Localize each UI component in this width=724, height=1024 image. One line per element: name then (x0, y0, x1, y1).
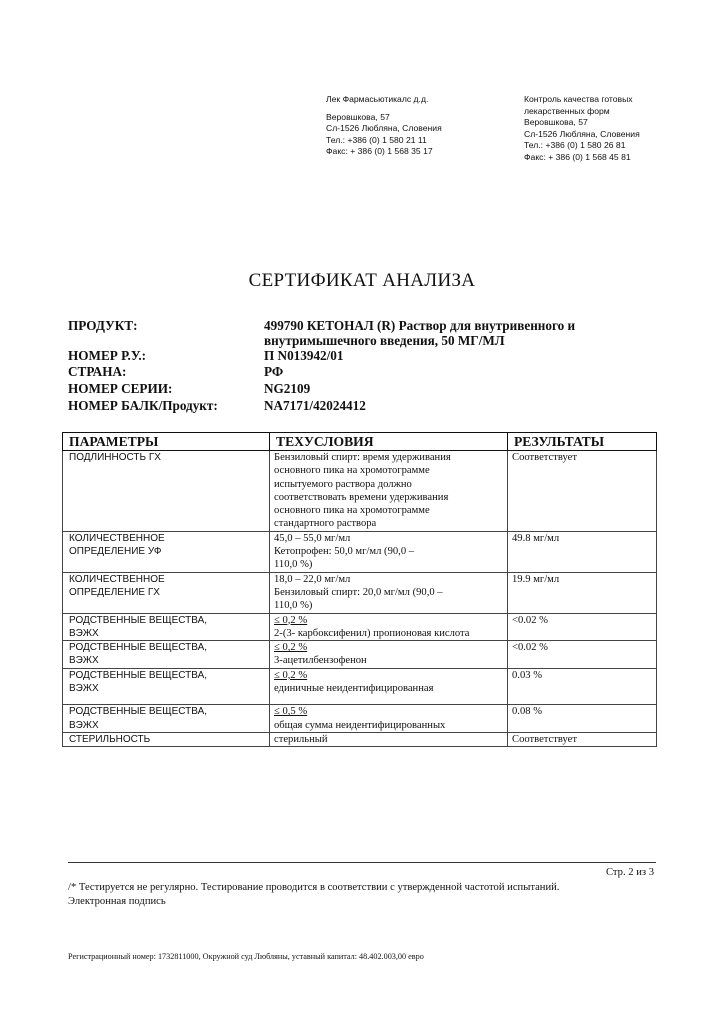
batch-value: NG2109 (264, 381, 311, 396)
specification-line: единичные неидентифицированная (274, 683, 434, 695)
parameter-text: ВЭЖХ (69, 719, 99, 731)
specification-limit: ≤ 0,2 % (274, 614, 308, 626)
specification-line: основного пика на хромотограмме (274, 465, 430, 477)
parameter-text: РОДСТВЕННЫЕ ВЕЩЕСТВА, (69, 614, 208, 626)
electronic-signature-note: Электронная подпись (68, 896, 166, 907)
registration-info: Регистрационный номер: 1732811000, Окружной суд Любляны, уставный капитал: 48.402.003,00 евро (68, 952, 424, 961)
parameter-text: ВЭЖХ (69, 683, 99, 695)
result-value: <0.02 % (512, 642, 548, 654)
address-line: Веровшкова, 57 (524, 117, 588, 128)
parameter-cell (63, 451, 270, 532)
specification-line: Кетопрофен: 50,0 мг/мл (90,0 – (274, 546, 415, 558)
address-line: Тел.: +386 (0) 1 580 26 81 (524, 140, 626, 151)
parameter-text: КОЛИЧЕСТВЕННОЕ (69, 573, 165, 585)
parameter-cell (63, 531, 270, 572)
specification-limit: ≤ 0,5 % (274, 706, 308, 718)
column-header-parameters: ПАРАМЕТРЫ (63, 433, 270, 451)
address-line: Сл-1526 Любляна, Словения (326, 123, 442, 134)
parameter-text: РОДСТВЕННЫЕ ВЕЩЕСТВА, (69, 642, 208, 654)
specification-cell (270, 451, 508, 532)
parameter-text: СТЕРИЛЬНОСТЬ (69, 733, 151, 745)
address-line: лекарственных форм (524, 105, 610, 116)
parameter-text: ВЭЖХ (69, 627, 99, 639)
specification-line: общая сумма неидентифицированных (274, 719, 446, 731)
table-row (63, 732, 657, 746)
table-row (63, 641, 657, 669)
result-cell (508, 641, 657, 669)
bulk-label: НОМЕР БАЛК/Продукт: (68, 398, 218, 413)
address-line: Факс: + 386 (0) 1 568 45 81 (524, 151, 631, 162)
qc-address (524, 94, 640, 164)
country-value: РФ (264, 364, 284, 379)
address-line: Веровшкова, 57 (326, 111, 390, 122)
address-line: Контроль качества готовых (524, 94, 633, 104)
registration-value: П N013942/01 (264, 348, 344, 363)
parameter-cell (63, 705, 270, 733)
parameter-text: ОПРЕДЕЛЕНИЕ ГХ (69, 586, 160, 598)
specification-line: 3-ацетилбензофенон (274, 655, 367, 667)
specification-cell (270, 531, 508, 572)
specification-limit: ≤ 0,2 % (274, 669, 308, 681)
parameter-text: ОПРЕДЕЛЕНИЕ УФ (69, 546, 162, 558)
specification-cell (270, 641, 508, 669)
specification-limit: ≤ 0,2 % (274, 642, 308, 654)
specification-line: 45,0 – 55,0 мг/мл (274, 532, 351, 544)
specification-line: 110,0 %) (274, 600, 313, 612)
parameter-cell (63, 641, 270, 669)
footnote: /* Тестируется не регулярно. Тестирование проводится в соответствии с утвержденной частотой испытаний. (68, 882, 560, 893)
specification-cell (270, 572, 508, 613)
registration-label: НОМЕР Р.У.: (68, 348, 147, 363)
column-header-specifications: ТЕХУСЛОВИЯ (270, 433, 508, 451)
parameter-cell (63, 668, 270, 705)
specification-line: основного пика на хромотограмме (274, 505, 430, 517)
parameter-text: КОЛИЧЕСТВЕННОЕ (69, 532, 165, 544)
parameter-cell (63, 613, 270, 641)
country-label: СТРАНА: (68, 364, 127, 379)
specification-cell (270, 613, 508, 641)
footer-divider (68, 862, 656, 863)
specification-line: стандартного раствора (274, 518, 377, 530)
parameter-text: РОДСТВЕННЫЕ ВЕЩЕСТВА, (69, 706, 208, 718)
result-value: Соответствует (512, 452, 578, 463)
result-cell (508, 668, 657, 705)
result-cell (508, 613, 657, 641)
specification-cell (270, 705, 508, 733)
product-value-line: внутримышечного введения, 50 МГ/МЛ (264, 333, 505, 348)
result-value: 19.9 мг/мл (512, 573, 560, 585)
table-header-row (63, 433, 657, 451)
parameter-text: РОДСТВЕННЫЕ ВЕЩЕСТВА, (69, 669, 208, 681)
specification-line: Бензиловый спирт: время удерживания (274, 452, 451, 463)
address-line: Факс: + 386 (0) 1 568 35 17 (326, 146, 433, 157)
sender-address (326, 94, 442, 158)
address-line: Лек Фармасьютикалс д.д. (326, 94, 429, 104)
product-value-line: 499790 КЕТОНАЛ (R) Раствор для внутривенного и (264, 318, 576, 333)
result-cell (508, 531, 657, 572)
specification-line: соответствовать времени удерживания (274, 491, 449, 503)
specification-line: стерильный (274, 733, 328, 745)
result-value: 0.03 % (512, 669, 543, 681)
result-cell (508, 705, 657, 733)
specification-line: 18,0 – 22,0 мг/мл (274, 573, 351, 585)
batch-label: НОМЕР СЕРИИ: (68, 381, 173, 396)
result-value: Соответствует (512, 733, 578, 745)
address-line: Сл-1526 Любляна, Словения (524, 128, 640, 139)
table-row (63, 451, 657, 532)
specification-line: 2-(3- карбоксифенил) пропионовая кислота (274, 627, 470, 639)
parameter-text: ПОДЛИННОСТЬ ГХ (69, 452, 161, 463)
bulk-value: NA7171/42024412 (264, 398, 366, 413)
result-value: 49.8 мг/мл (512, 532, 560, 544)
table-row (63, 613, 657, 641)
table-row (63, 572, 657, 613)
specification-line: Бензиловый спирт: 20,0 мг/мл (90,0 – (274, 586, 443, 598)
parameter-cell (63, 732, 270, 746)
table-row (63, 668, 657, 705)
specification-line: 110,0 %) (274, 559, 313, 571)
result-value: 0.08 % (512, 706, 543, 718)
parameter-text: ВЭЖХ (69, 655, 99, 667)
specification-cell (270, 732, 508, 746)
result-cell (508, 732, 657, 746)
address-line: Тел.: +386 (0) 1 580 21 11 (326, 134, 427, 145)
result-cell (508, 451, 657, 532)
column-header-results: РЕЗУЛЬТАТЫ (508, 433, 657, 451)
product-value (264, 318, 575, 348)
specification-cell (270, 668, 508, 705)
table-row (63, 531, 657, 572)
document-title: СЕРТИФИКАТ АНАЛИЗА (248, 270, 476, 291)
result-cell (508, 572, 657, 613)
page-number: Стр. 2 из 3 (605, 867, 654, 878)
result-value: <0.02 % (512, 614, 548, 626)
parameter-cell (63, 572, 270, 613)
parameters-table (62, 432, 657, 747)
product-label: ПРОДУКТ: (68, 318, 138, 333)
specification-line: испытуемого раствора должно (274, 478, 412, 490)
table-row (63, 705, 657, 733)
